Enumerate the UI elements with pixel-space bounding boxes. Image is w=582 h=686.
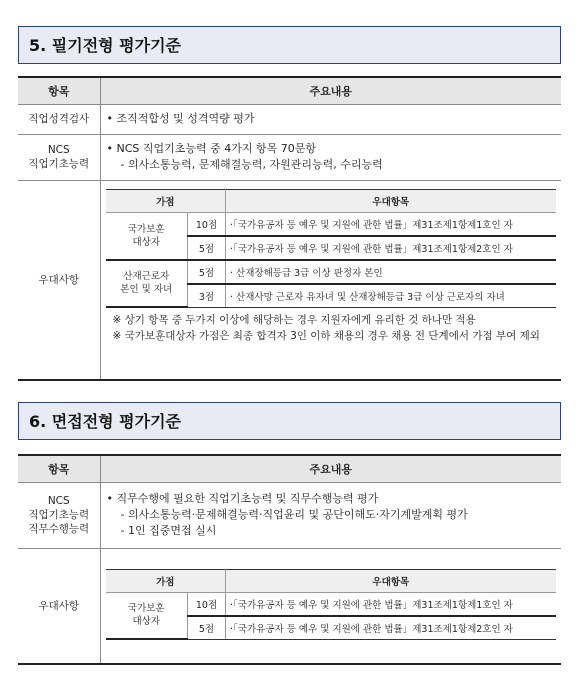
table-row (18, 134, 561, 180)
item-cell: ·「국가유공자 등 예우 및 지원에 관한 법률」제31조제1항제1호인 자 (226, 212, 556, 236)
row-content (100, 180, 561, 380)
row-content (100, 548, 561, 664)
table-row (18, 180, 561, 380)
row-content (100, 104, 561, 134)
inner-header-points: 가점 (106, 189, 226, 212)
item-cell: · 산재장해등급 3급 이상 판정자 본인 (226, 260, 556, 284)
table-row (106, 260, 556, 284)
content-sub-line: - 1인 집중면접 실시 (120, 524, 217, 537)
row-label: NCS 직업기초능력 직무수행능력 (18, 482, 100, 548)
column-header-item: 항목 (18, 77, 100, 104)
column-header-item: 항목 (18, 455, 100, 482)
row-label: NCS 직업기초능력 (18, 134, 100, 180)
item-cell: ·「국가유공자 등 예우 및 지원에 관한 법률」제31조제1항제2호인 자 (226, 236, 556, 260)
preference-table (106, 189, 556, 309)
column-header-content: 주요내용 (100, 77, 561, 104)
points-cell: 10점 (188, 592, 226, 616)
inner-header-points: 가점 (106, 569, 226, 592)
points-cell: 5점 (188, 616, 226, 640)
note-line: ※ 상기 항목 중 두가지 이상에 해당하는 경우 지원자에게 유리한 것 하나만 적용 (112, 314, 476, 326)
preference-table (106, 569, 556, 641)
points-cell: 3점 (188, 284, 226, 308)
section-6-table (18, 454, 561, 665)
table-row (106, 592, 556, 616)
content-line: • 직무수행에 필요한 직업기초능력 및 직무수행능력 평가 (106, 492, 379, 505)
content-line: • 조직적합성 및 성격역량 평가 (106, 112, 255, 125)
points-cell: 10점 (188, 212, 226, 236)
row-label: 우대사항 (18, 180, 100, 380)
item-cell: ·「국가유공자 등 예우 및 지원에 관한 법률」제31조제1항제1호인 자 (226, 592, 556, 616)
table-row (18, 548, 561, 664)
row-label: 우대사항 (18, 548, 100, 664)
row-content (100, 482, 561, 548)
item-cell: ·「국가유공자 등 예우 및 지원에 관한 법률」제31조제1항제2호인 자 (226, 616, 556, 640)
notes (101, 308, 562, 348)
group-name: 국가보훈 대상자 (106, 592, 188, 639)
inner-header-items: 우대항목 (226, 569, 556, 592)
row-content (100, 134, 561, 180)
table-row (106, 212, 556, 236)
table-row (18, 104, 561, 134)
content-sub-line: - 의사소통능력, 문제해결능력, 자원관리능력, 수리능력 (120, 158, 383, 171)
content-line: • NCS 직업기초능력 중 4가지 항목 70문항 (106, 142, 316, 155)
item-cell: · 산재사망 근로자 유자녀 및 산재장해등급 3급 이상 근로자의 자녀 (226, 284, 556, 308)
inner-header-items: 우대항목 (226, 189, 556, 212)
note-line: ※ 국가보훈대상자 가점은 최종 합격자 3인 이하 채용의 경우 채용 전 단계에서 가점 부여 제외 (112, 330, 540, 342)
table-row (18, 482, 561, 548)
section-5-table (18, 76, 561, 381)
group-name: 산재근로자 본인 및 자녀 (106, 260, 188, 308)
content-sub-line: - 의사소통능력·문제해결능력·직업윤리 및 공단이해도·자기계발계획 평가 (120, 508, 468, 521)
row-label: 직업성격검사 (18, 104, 100, 134)
section-5-title: 5. 필기전형 평가기준 (18, 26, 561, 64)
points-cell: 5점 (188, 236, 226, 260)
section-6-title: 6. 면접전형 평가기준 (18, 402, 561, 440)
points-cell: 5점 (188, 260, 226, 284)
group-name: 국가보훈 대상자 (106, 212, 188, 260)
column-header-content: 주요내용 (100, 455, 561, 482)
